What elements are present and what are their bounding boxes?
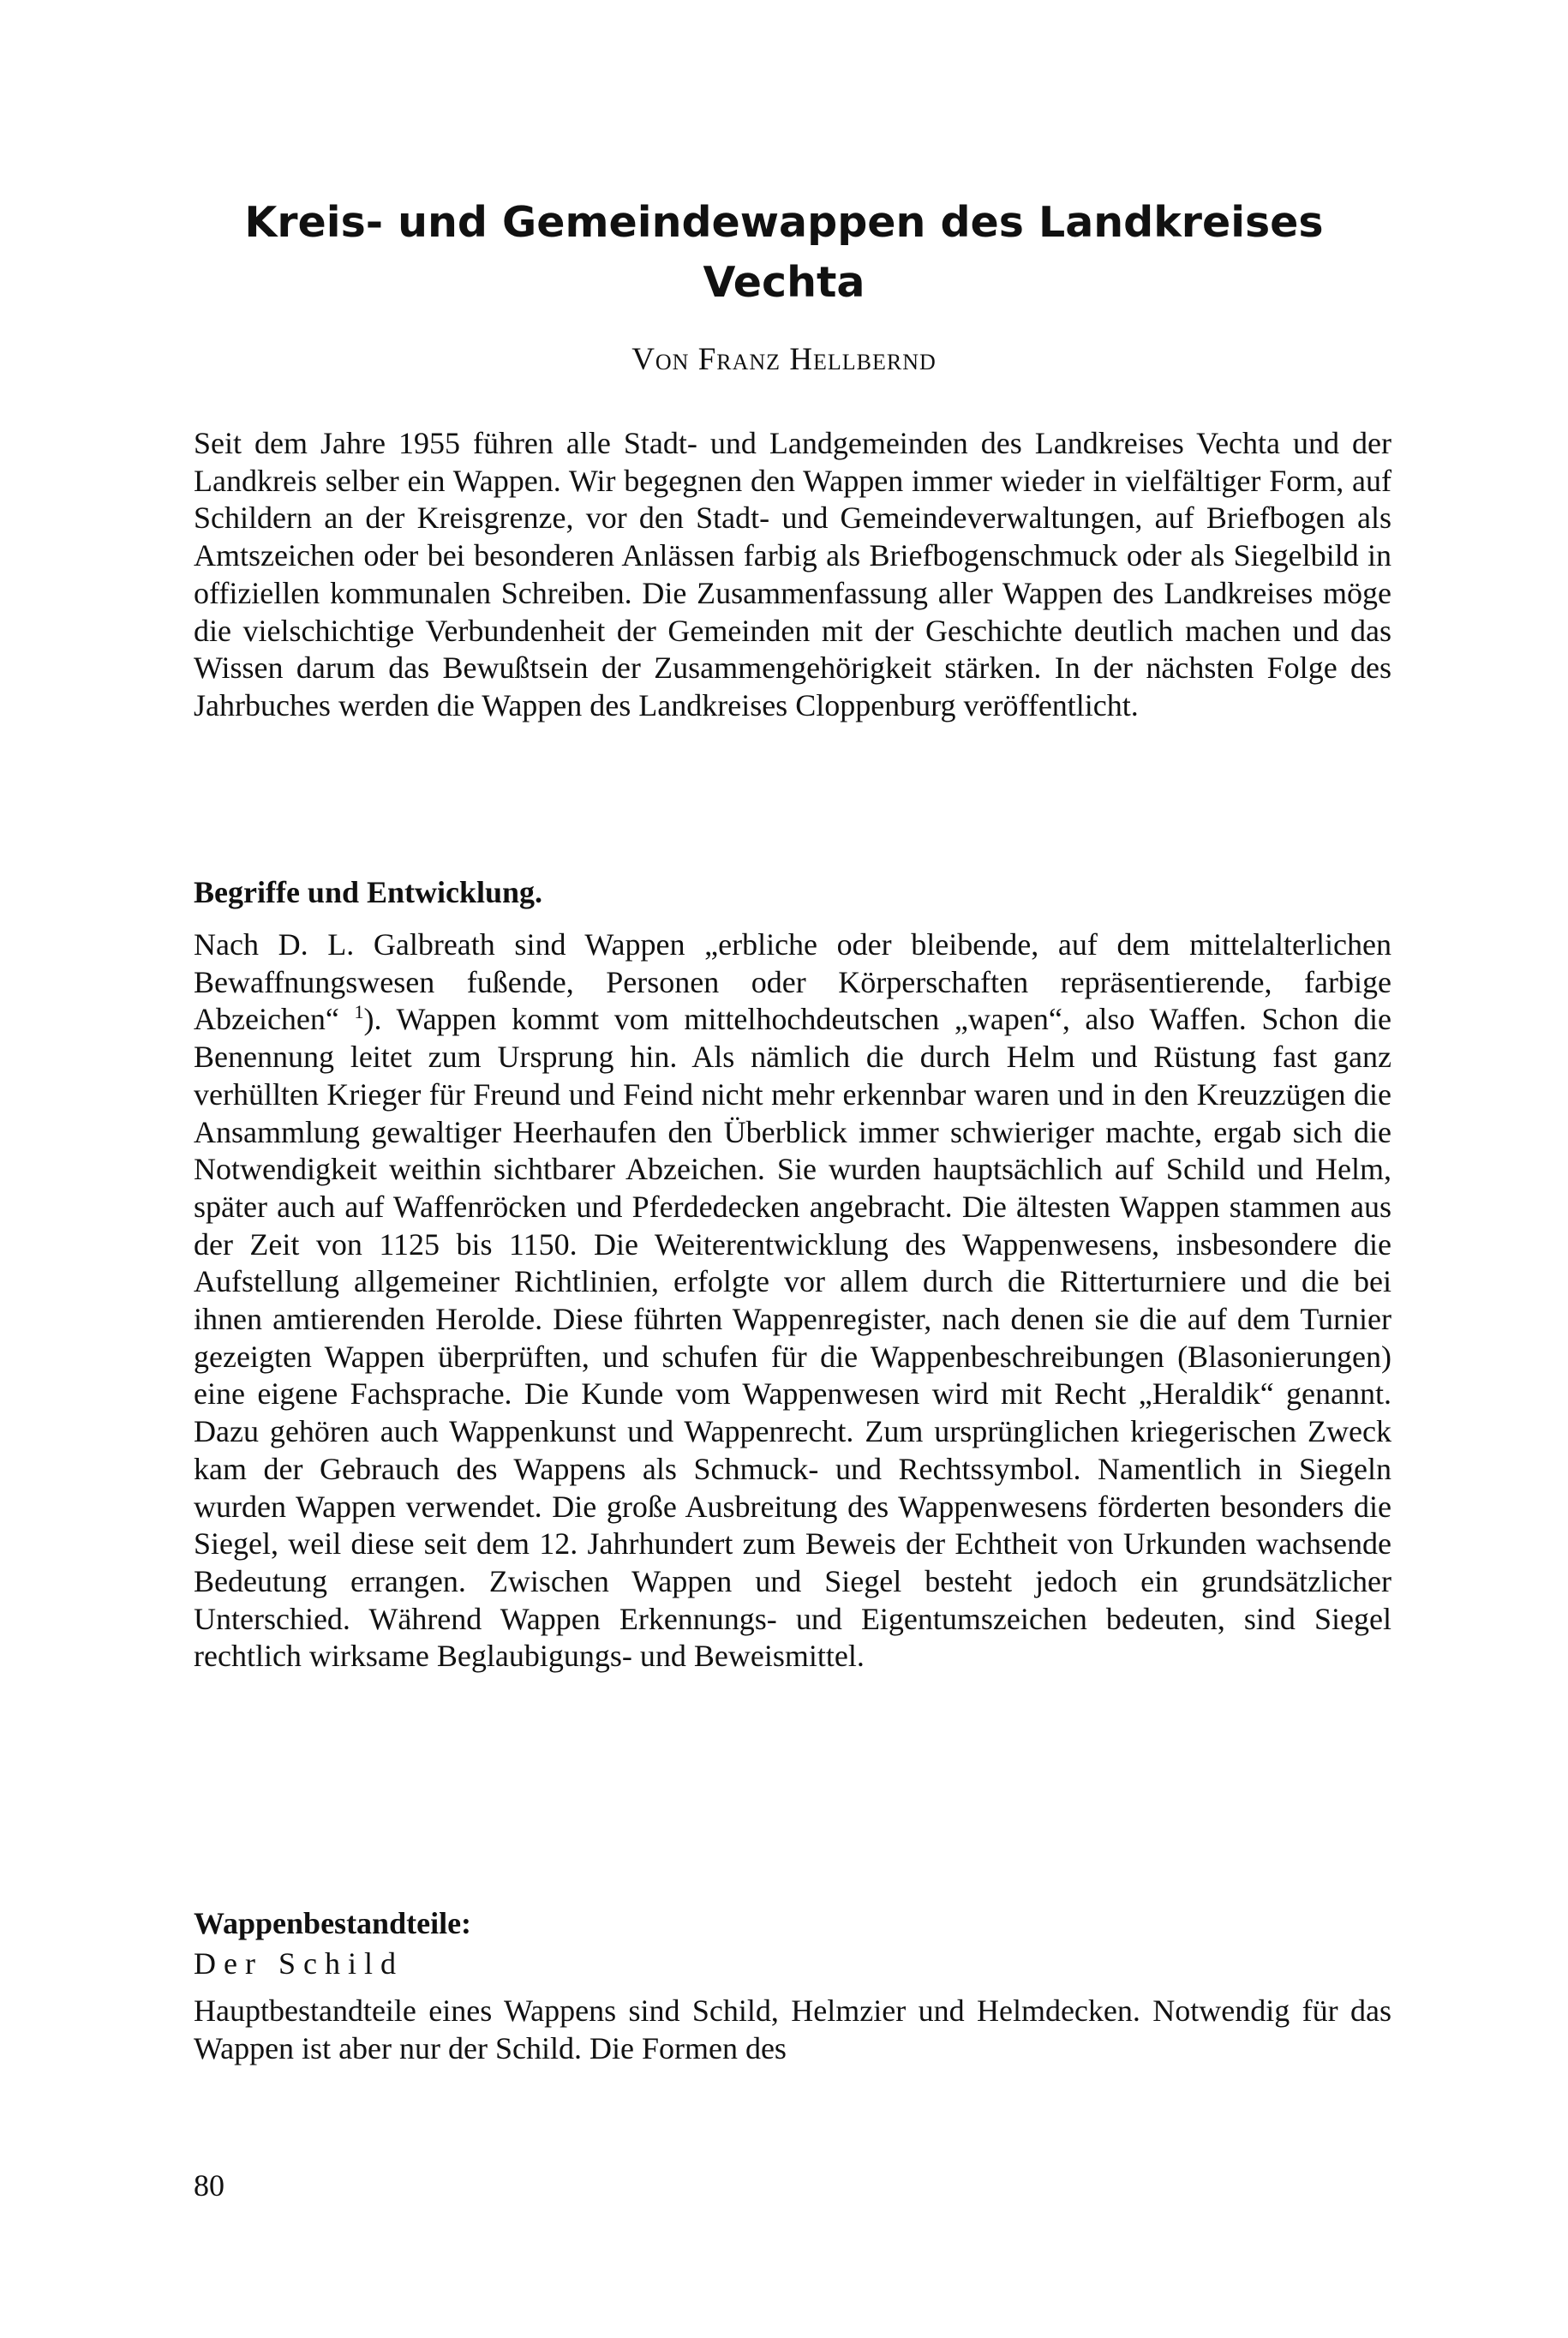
footnote-reference[interactable]: 1 <box>354 1001 364 1023</box>
section-body-schild: Hauptbestandteile eines Wappens sind Schild, Helmzier und Helmdecken. Notwendig für das Wappen ist aber nur der Schild. Die Formen des <box>194 1993 1391 2065</box>
section-body-begriffe <box>194 926 1391 1676</box>
article-title-line-1: Kreis- und Gemeindewappen des Landkreises <box>244 198 1324 247</box>
section-heading-wappenbestandteile: Wappenbestandteile: <box>194 1906 472 1940</box>
body-text-part-2: ). Wappen kommt vom mittelhochdeutschen „wapen“, also Waffen. Schon die Benennung leitet zum Ursprung hin. Als nämlich die durch Helm und Rüstung fast ganz verhüllten Krieger für Freund und Feind nicht mehr erkennbar waren und in den Kreuzzügen die Ansammlung gewaltiger Heerhaufen den Überblick immer schwieriger machte, ergab sich die Notwendigkeit weithin sichtbarer Abzeichen. Sie wurden hauptsächlich auf Schild und Helm, später auch auf Waffenröcken und Pferdedecken angebracht. Die ältesten Wappen stammen aus der Zeit von 1125 bis 1150. Die Weiterentwicklung des Wappenwesens, insbesondere die Aufstellung allgemeiner Richtlinien, erfolgte vor allem durch die Ritterturniere und die bei ihnen amtierenden Herolde. Diese führten Wappenregister, nach denen sie die auf dem Turnier gezeigten Wappen überprüften, und schufen für die Wappenbeschreibungen (Blasonierungen) eine eigene Fachsprache. Die Kunde vom Wappenwesen wird mit Recht „Heraldik“ genannt. Dazu gehören auch Wappenkunst und Wappenrecht. Zum ursprünglichen kriegerischen Zweck kam der Gebrauch des Wappens als Schmuck- und Rechtssymbol. Namentlich in Siegeln wurden Wappen verwendet. Die große Ausbreitung des Wappenwesens förderten besonders die Siegel, weil diese seit dem 12. Jahrhundert zum Beweis der Echtheit von Urkunden wachsende Bedeutung errangen. Zwischen Wappen und Siegel besteht jedoch ein grundsätzlicher Unterschied. Während Wappen Erkennungs- und Eigentumszeichen bedeuten, sind Siegel rechtlich wirksame Beglaubigungs- und Beweismittel. <box>194 1002 1391 1674</box>
page-number: 80 <box>194 2168 224 2203</box>
subsection-heading-schild: Der Schild <box>194 1946 404 1981</box>
intro-paragraph: Seit dem Jahre 1955 führen alle Stadt- und Landgemeinden des Landkreises Vechta und der Landkreis selber ein Wappen. Wir begegnen den Wappen immer wieder in vielfältiger Form, auf Schildern an der Kreisgrenze, vor den Stadt- und Gemeindeverwaltungen, auf Briefbogen als Amtszeichen oder bei besonderen Anlässen farbig als Briefbogenschmuck oder als Siegelbild in offiziellen kommunalen Schreiben. Die Zusammenfassung aller Wappen des Landkreises möge die vielschichtige Verbundenheit der Gemeinden mit der Geschichte deutlich machen und das Wissen darum das Bewußtsein der Zusammengehörigkeit stärken. In der nächsten Folge des Jahrbuches werden die Wappen des Landkreises Cloppenburg veröffentlicht. <box>194 426 1391 722</box>
author-byline: Von Franz Hellbernd <box>631 342 937 377</box>
section-heading-begriffe: Begriffe und Entwicklung. <box>194 875 543 909</box>
body-text-part-1: Nach D. L. Galbreath sind Wappen „erbliche oder bleibende, auf dem mittelalterlichen Bewaffnungswesen fußende, Personen oder Körperschaften repräsentierende, farbige Abzeichen“ <box>194 927 1391 1037</box>
article-title <box>189 193 1379 313</box>
article-title-line-2: Vechta <box>703 258 865 307</box>
